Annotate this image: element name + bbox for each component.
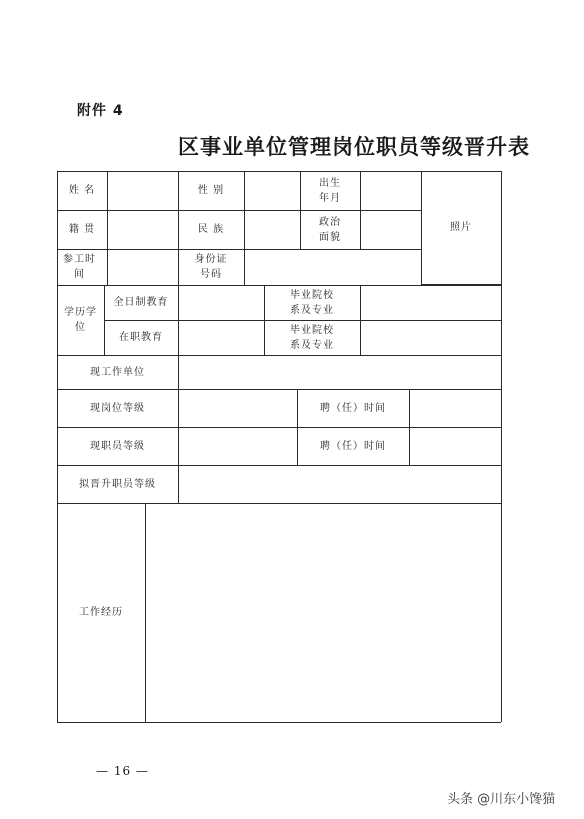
label-work-history: 工作经历 — [79, 607, 123, 618]
label-gender: 性 别 — [197, 185, 225, 196]
label-graduate-school-1: 毕业院校 系及专业 — [290, 289, 334, 316]
label-current-post-grade: 现岗位等级 — [90, 402, 145, 414]
label-ethnicity: 民 族 — [197, 224, 225, 235]
page-number: — 16 — — [96, 764, 149, 778]
label-id-number: 身份证 号码 — [194, 254, 228, 280]
label-target-staff-grade: 拟晋升职员等级 — [79, 478, 156, 490]
label-education-degree: 学历学 位 — [64, 307, 97, 333]
label-inservice-education: 在职教育 — [119, 332, 163, 343]
photo-box: 照片 — [450, 222, 472, 233]
label-current-unit: 现工作单位 — [90, 366, 145, 378]
label-native-place: 籍 贯 — [68, 224, 96, 235]
label-name: 姓 名 — [68, 185, 96, 196]
attachment-label: 附件 4 — [77, 103, 124, 119]
label-birth-date: 出生 年月 — [319, 177, 341, 204]
label-appointment-time-1: 聘（任）时间 — [320, 402, 386, 414]
label-appointment-time-2: 聘（任）时间 — [320, 440, 386, 452]
watermark: 头条 @川东小馋猫 — [447, 792, 556, 807]
label-political-status: 政治 面貌 — [319, 216, 341, 243]
label-fulltime-education: 全日制教育 — [113, 297, 169, 308]
label-graduate-school-2: 毕业院校 系及专业 — [290, 324, 334, 351]
form-title: 区事业单位管理岗位职员等级晋升表 — [178, 134, 530, 159]
label-current-staff-grade: 现职员等级 — [90, 440, 145, 452]
label-work-start-time: 参工时 间 — [63, 254, 96, 280]
